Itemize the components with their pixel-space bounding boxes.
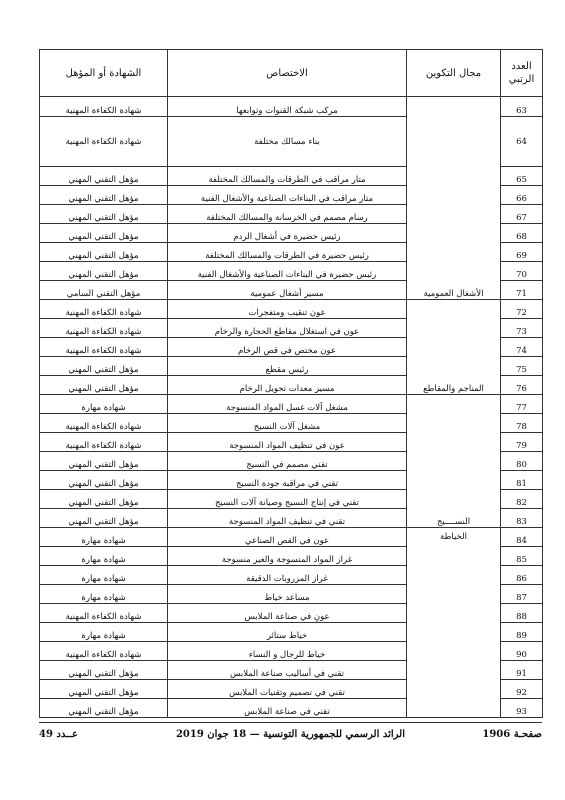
- row-number: 85: [501, 547, 543, 566]
- row-number: 90: [501, 642, 543, 661]
- row-certificate: مؤهل التقني المهني: [40, 376, 168, 395]
- row-specialty: رئيس حضيرة في الطرقات والمسالك المختلفة: [168, 243, 407, 262]
- row-certificate: مؤهل التقني المهني: [40, 490, 168, 509]
- row-specialty: رسام مصمم في الخرسانة والمسالك المختلفة: [168, 205, 407, 224]
- row-certificate: شهادة مهارة: [40, 547, 168, 566]
- row-certificate: شهادة الكفاءة المهنية: [40, 433, 168, 452]
- row-specialty: تقني في أساليب صناعة الملابس: [168, 661, 407, 680]
- row-number: 86: [501, 566, 543, 585]
- row-certificate: مؤهل التقني المهني: [40, 661, 168, 680]
- row-specialty: متار مراقب في البناءات الصناعية والأشغال الفنية: [168, 186, 407, 205]
- row-specialty: متار مراقب في الطرقات والمسالك المختلفة: [168, 167, 407, 186]
- row-certificate: شهادة مهارة: [40, 566, 168, 585]
- row-certificate: شهادة الكفاءة المهنية: [40, 97, 168, 117]
- row-specialty: مركب شبكة القنوات وتوابعها: [168, 97, 407, 117]
- row-number: 92: [501, 680, 543, 699]
- table-row: [40, 395, 543, 414]
- row-specialty: عون في القص الصناعي: [168, 528, 407, 547]
- row-number: 83: [501, 509, 543, 528]
- header-certificate: الشهادة أو المؤهل: [40, 50, 168, 97]
- table-row: [40, 97, 543, 117]
- row-certificate: شهادة الكفاءة المهنية: [40, 300, 168, 319]
- journal-title: الرائد الرسمي للجمهورية التونسية — 18 جوان 2019: [175, 729, 406, 740]
- row-certificate: شهادة الكفاءة المهنية: [40, 117, 168, 167]
- row-number: 73: [501, 319, 543, 338]
- field-public-works: الأشغال العمومية: [407, 97, 501, 300]
- row-number: 65: [501, 167, 543, 186]
- row-specialty: غراز المزروبات الدقيقة: [168, 566, 407, 585]
- row-number: 67: [501, 205, 543, 224]
- row-certificate: شهادة الكفاءة المهنية: [40, 319, 168, 338]
- row-specialty: رئيس حضيرة في البناءات الصناعية والأشغال الفنية: [168, 262, 407, 281]
- row-specialty: عون في تنظيف المواد المنسوجة: [168, 433, 407, 452]
- row-specialty: مسير معدات تحويل الرخام: [168, 376, 407, 395]
- table-row: [40, 528, 543, 547]
- row-specialty: تقني في مراقبة جودة النسيج: [168, 471, 407, 490]
- row-number: 87: [501, 585, 543, 604]
- row-number: 64: [501, 117, 543, 167]
- row-specialty: بناء مسالك مختلفة: [168, 117, 407, 167]
- row-specialty: غراز المواد المنسوجة والغير منسوجة: [168, 547, 407, 566]
- row-certificate: مؤهل التقني المهني: [40, 262, 168, 281]
- row-number: 76: [501, 376, 543, 395]
- header-specialty: الاختصاص: [168, 50, 407, 97]
- row-certificate: شهادة الكفاءة المهنية: [40, 642, 168, 661]
- issue-number: عــدد 49: [39, 729, 78, 740]
- field-quarries: المناجم والمقاطع: [407, 300, 501, 395]
- row-specialty: تقني مصمم في النسيج: [168, 452, 407, 471]
- table-header-row: [40, 50, 543, 97]
- row-number: 89: [501, 623, 543, 642]
- row-certificate: مؤهل التقني المهني: [40, 224, 168, 243]
- row-certificate: شهادة مهارة: [40, 585, 168, 604]
- row-certificate: مؤهل التقني المهني: [40, 205, 168, 224]
- row-specialty: مشغل آلات النسيج: [168, 414, 407, 433]
- row-certificate: مؤهل التقني المهني: [40, 167, 168, 186]
- page-number: صفحـة 1906: [482, 729, 542, 740]
- row-certificate: شهادة الكفاءة المهنية: [40, 604, 168, 623]
- row-number: 82: [501, 490, 543, 509]
- row-specialty: مشغل آلات غسل المواد المنسوجة: [168, 395, 407, 414]
- row-certificate: مؤهل التقني المهني: [40, 699, 168, 718]
- page-footer: [39, 722, 542, 749]
- row-specialty: رئيس حضيرة في أشغال الردم: [168, 224, 407, 243]
- row-number: 88: [501, 604, 543, 623]
- row-certificate: مؤهل التقني المهني: [40, 452, 168, 471]
- row-certificate: مؤهل التقني المهني: [40, 471, 168, 490]
- row-specialty: تقني في إنتاج النسيج وصيانة آلات النسيج: [168, 490, 407, 509]
- row-certificate: مؤهل التقني المهني: [40, 243, 168, 262]
- row-certificate: مؤهل التقني المهني: [40, 680, 168, 699]
- row-number: 77: [501, 395, 543, 414]
- row-certificate: شهادة مهارة: [40, 528, 168, 547]
- row-specialty: عون مختص في قص الرخام: [168, 338, 407, 357]
- row-number: 74: [501, 338, 543, 357]
- row-certificate: مؤهل التقني المهني: [40, 509, 168, 528]
- row-certificate: مؤهل التقني السامي: [40, 281, 168, 300]
- header-field: مجال التكوين: [407, 50, 501, 97]
- row-specialty: خياط للرجال و النساء: [168, 642, 407, 661]
- row-number: 91: [501, 661, 543, 680]
- header-num: العدد الرتبي: [501, 50, 543, 97]
- row-number: 80: [501, 452, 543, 471]
- row-certificate: شهادة مهارة: [40, 623, 168, 642]
- row-number: 63: [501, 97, 543, 117]
- table-row: [40, 300, 543, 319]
- training-table: [39, 49, 543, 718]
- row-certificate: مؤهل التقني المهني: [40, 186, 168, 205]
- row-specialty: عون تنقيب ومتفجرات: [168, 300, 407, 319]
- row-number: 84: [501, 528, 543, 547]
- row-certificate: مؤهل التقني المهني: [40, 357, 168, 376]
- field-textile: النســــيج: [407, 395, 501, 528]
- row-number: 72: [501, 300, 543, 319]
- row-number: 81: [501, 471, 543, 490]
- row-number: 68: [501, 224, 543, 243]
- row-number: 75: [501, 357, 543, 376]
- row-specialty: خياط ستائر: [168, 623, 407, 642]
- row-number: 78: [501, 414, 543, 433]
- row-number: 79: [501, 433, 543, 452]
- row-specialty: رئيس مقطع: [168, 357, 407, 376]
- row-number: 93: [501, 699, 543, 718]
- row-number: 71: [501, 281, 543, 300]
- row-specialty: مسير أشغال عمومية: [168, 281, 407, 300]
- row-number: 69: [501, 243, 543, 262]
- row-specialty: تقني في تصميم وتقنيات الملابس: [168, 680, 407, 699]
- row-certificate: شهادة الكفاءة المهنية: [40, 414, 168, 433]
- row-certificate: شهادة مهارة: [40, 395, 168, 414]
- row-specialty: عون في استغلال مقاطع الحجارة والرخام: [168, 319, 407, 338]
- row-specialty: تقني في صناعة الملابس: [168, 699, 407, 718]
- row-certificate: شهادة الكفاءة المهنية: [40, 338, 168, 357]
- row-number: 70: [501, 262, 543, 281]
- row-specialty: عونٍ في صناعة الملابس: [168, 604, 407, 623]
- field-sewing: الخياطة: [407, 528, 501, 718]
- row-specialty: تقني في تنظيف المواد المنسوجة: [168, 509, 407, 528]
- row-specialty: مساعد خياط: [168, 585, 407, 604]
- row-number: 66: [501, 186, 543, 205]
